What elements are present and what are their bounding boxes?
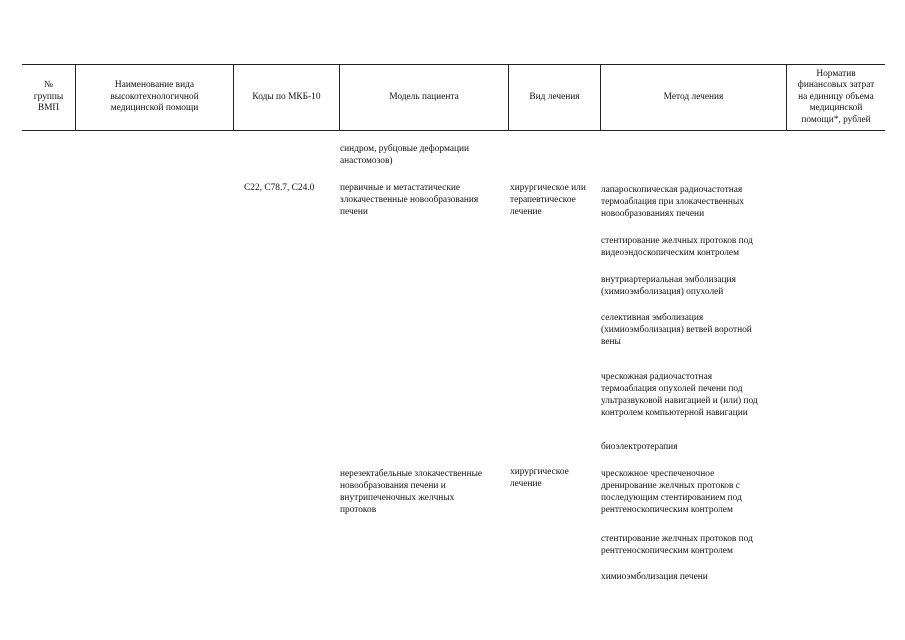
header-icd-codes-text: Коды по МКБ-10 [252, 91, 321, 102]
row1-icd-codes: C22, C78.7, C24.0 [244, 183, 315, 193]
row2-method-3: химиоэмболизация печени [601, 572, 708, 582]
header-treatment-method [601, 64, 786, 131]
row1-method-6: биоэлектротерапия [601, 442, 678, 452]
header-icd-codes [234, 64, 339, 131]
continued-patient-model: синдром, рубцовые деформации анастомозов) [340, 144, 470, 166]
header-patient-model-text: Модель пациента [389, 91, 459, 102]
row1-method-3: внутриартериальная эмболизация (химиоэмболизация) опухолей [601, 275, 736, 297]
row1-method-5: чрескожная радиочастотная термоаблация опухолей печени под ультразвуковой навигацией и (или) под контролем компьютерной навигации [601, 372, 758, 418]
row2-method-2: стентирование желчных протоков под рентгеноскопическим контролем [601, 534, 753, 556]
row2-treatment-type: хирургическое лечение [510, 467, 569, 489]
header-treatment-method-text: Метод лечения [663, 91, 724, 102]
header-cost-standard [787, 64, 885, 131]
header-group-number-text: № группы ВМП [33, 80, 64, 114]
row1-method-2: стентирование желчных протоков под видеоэндоскопическим контролем [601, 236, 753, 258]
row1-patient-model: первичные и метастатические злокачественные новообразования печени [340, 183, 479, 217]
header-treatment-type-text: Вид лечения [529, 91, 580, 102]
header-care-type [76, 64, 233, 131]
row1-method-4: селективная эмболизация (химиоэмболизация) ветвей воротной вены [601, 313, 752, 347]
row2-patient-model: нерезектабельные злокачественные новообразования печени и внутрипеченочных желчных протоков [340, 469, 483, 515]
header-group-number [22, 64, 75, 131]
row1-method-1: лапароскопическая радиочастотная термоаблация при злокачественных новообразованиях печени [601, 185, 744, 219]
header-care-type-text: Наименование вида высокотехнологичной медицинской помощи [110, 80, 199, 114]
row2-method-1: чрескожное чреспеченочное дренирование желчных протоков с последующим стентированием под рентгеноскопическим контролем [601, 469, 742, 515]
header-cost-standard-text: Норматив финансовых затрат на единицу объема медицинской помощи*, рублей [797, 68, 875, 125]
header-patient-model [340, 64, 508, 131]
row1-treatment-type: хирургическое или терапевтическое лечение [510, 183, 586, 217]
header-treatment-type [509, 64, 600, 131]
